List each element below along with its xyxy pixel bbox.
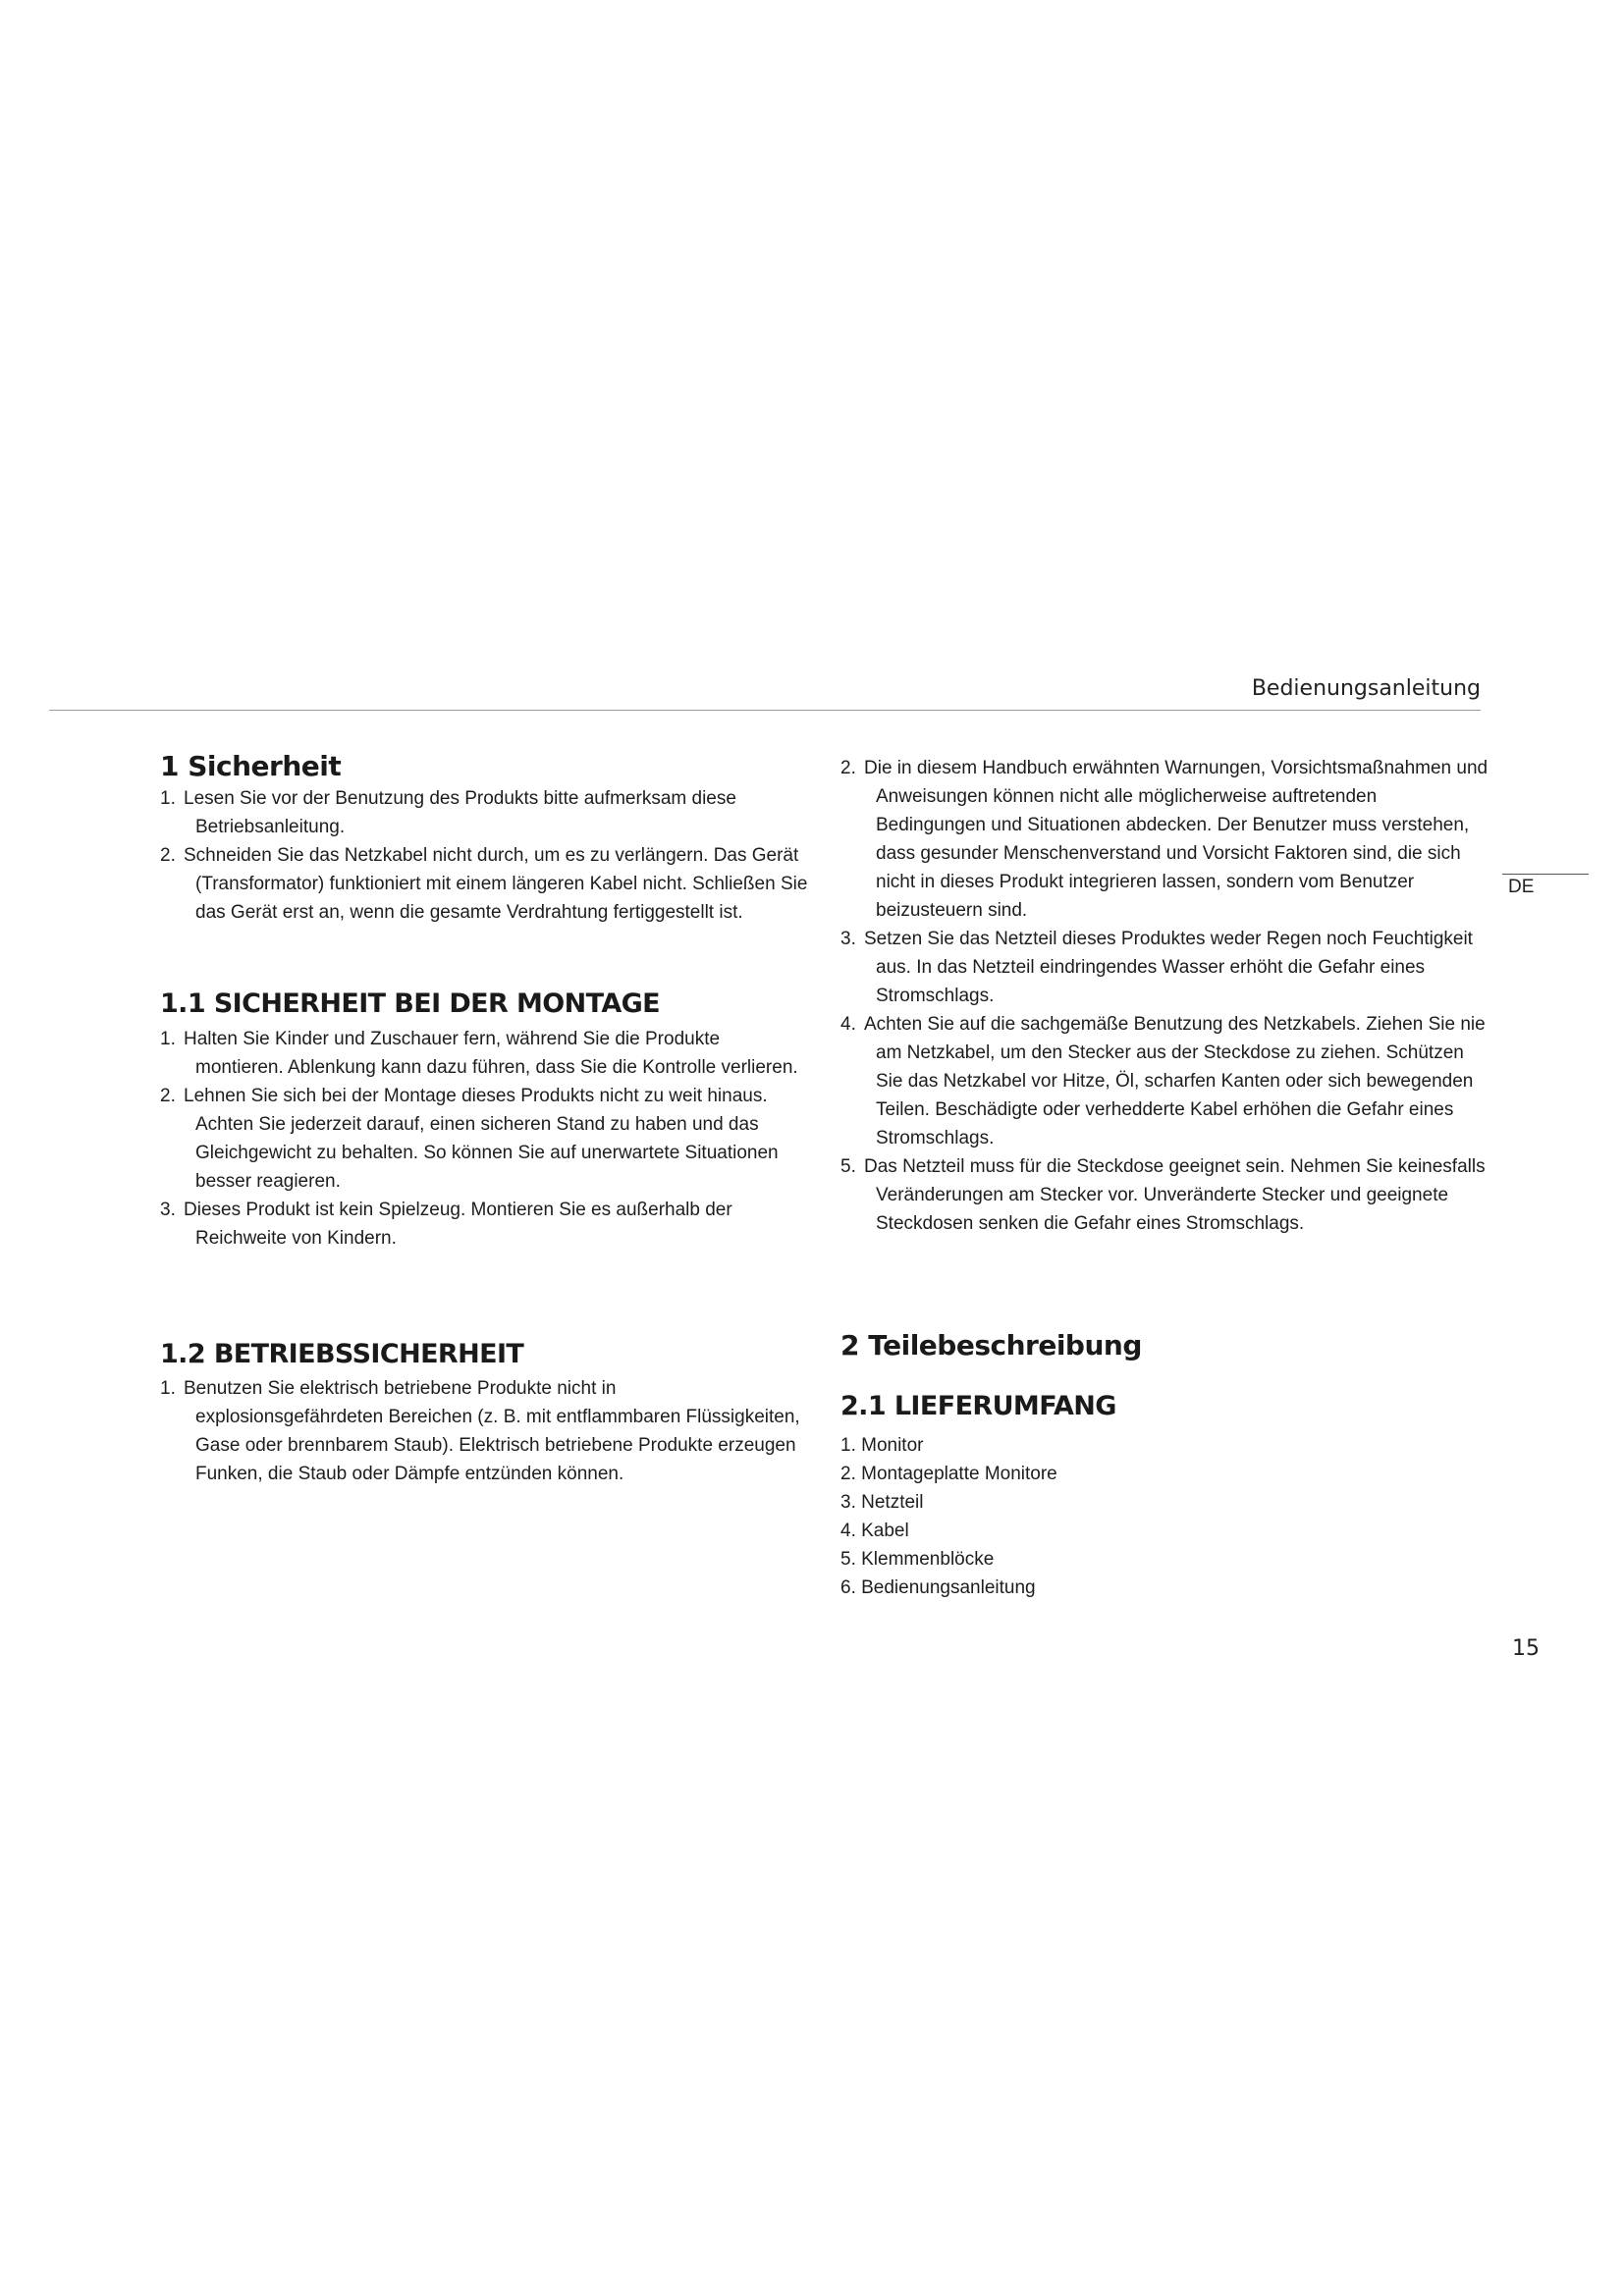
list-item: 2. Montageplatte Monitore [840, 1464, 1057, 1484]
section-title-operating-safety: 1.2 BETRIEBSSICHERHEIT [160, 1339, 524, 1369]
section-safety [160, 751, 808, 927]
language-tag: DE [1508, 877, 1535, 897]
list-item: 2. Lehnen Sie sich bei der Montage dieses Produkts nicht zu weit hinaus. Achten Sie jederzeit darauf, einen sicheren Stand zu haben und das Gleichgewicht zu behalten. So können Sie auf unerwartete Situationen besser reagieren. [160, 1086, 779, 1192]
list-item: 2. Die in diesem Handbuch erwähnten Warnungen, Vorsichtsmaßnahmen und Anweisungen können nicht alle möglicherweise auftretenden Bedingungen und Situationen abdecken. Der Benutzer muss verstehen, dass gesunder Menschenverstand und Vorsicht Faktoren sind, die sich nicht in dieses Produkt integrieren lassen, sondern vom Benutzer beizusteuern sind. [840, 758, 1489, 921]
list-item: 4. Achten Sie auf die sachgemäße Benutzung des Netzkabels. Ziehen Sie nie am Netzkabel, um den Stecker aus der Steckdose zu ziehen. Schützen Sie das Netzkabel vor Hitze, Öl, scharfen Kanten oder sich bewegenden Teilen. Beschädigte oder verhedderte Kabel erhöhen die Gefahr eines Stromschlags. [840, 1014, 1486, 1148]
assembly-safety-list [160, 1025, 808, 1253]
section-title-assembly-safety: 1.1 SICHERHEIT BEI DER MONTAGE [160, 988, 661, 1019]
operating-safety-list-continued [840, 754, 1489, 1238]
operating-safety-continued [840, 754, 1489, 1238]
operating-safety-list [160, 1374, 808, 1488]
section-title-parts-description: 2 Teilebeschreibung [840, 1329, 1142, 1362]
section-scope-of-delivery [840, 1391, 1489, 1602]
list-item: 5. Das Netzteil muss für die Steckdose geeignet sein. Nehmen Sie keinesfalls Veränderungen am Stecker vor. Unveränderte Stecker und geeignete Steckdosen senken die Gefahr eines Stromschlags. [840, 1156, 1486, 1234]
section-title-scope-of-delivery: 2.1 LIEFERUMFANG [840, 1391, 1116, 1421]
section-title-safety: 1 Sicherheit [160, 750, 342, 782]
list-item: 3. Netzteil [840, 1492, 924, 1513]
language-tab-divider [1502, 874, 1589, 875]
list-item: 1. Benutzen Sie elektrisch betriebene Produkte nicht in explosionsgefährdeten Bereichen (z. B. mit entflammbaren Flüssigkeiten, Gase oder brennbarem Staub). Elektrisch betriebene Produkte erzeugen Funken, die Staub oder Dämpfe entzünden können. [160, 1378, 800, 1484]
list-item: 4. Kabel [840, 1521, 909, 1541]
list-item: 1. Monitor [840, 1435, 924, 1456]
list-item: 3. Dieses Produkt ist kein Spielzeug. Montieren Sie es außerhalb der Reichweite von Kindern. [160, 1200, 732, 1249]
list-item: 6. Bedienungsanleitung [840, 1577, 1036, 1598]
page-number: 15 [1512, 1636, 1540, 1661]
list-item: 3. Setzen Sie das Netzteil dieses Produktes weder Regen noch Feuchtigkeit aus. In das Netzteil eindringendes Wasser erhöht die Gefahr eines Stromschlags. [840, 929, 1473, 1006]
list-item: 5. Klemmenblöcke [840, 1549, 995, 1570]
document-header-title: Bedienungsanleitung [1251, 676, 1481, 701]
section-assembly-safety [160, 988, 808, 1253]
header-divider [49, 710, 1481, 711]
list-item: 2. Schneiden Sie das Netzkabel nicht durch, um es zu verlängern. Das Gerät (Transformator) funktioniert mit einem längeren Kabel nicht. Schließen Sie das Gerät erst an, wenn die gesamte Verdrahtung fertiggestellt ist. [160, 845, 808, 923]
scope-of-delivery-list [840, 1431, 1489, 1602]
section-operating-safety [160, 1339, 808, 1488]
list-item: 1. Halten Sie Kinder und Zuschauer fern, während Sie die Produkte montieren. Ablenkung kann dazu führen, dass Sie die Kontrolle verlieren. [160, 1029, 798, 1078]
safety-list [160, 784, 808, 927]
section-parts-description [840, 1330, 1489, 1362]
list-item: 1. Lesen Sie vor der Benutzung des Produkts bitte aufmerksam diese Betriebsanleitung. [160, 788, 736, 837]
